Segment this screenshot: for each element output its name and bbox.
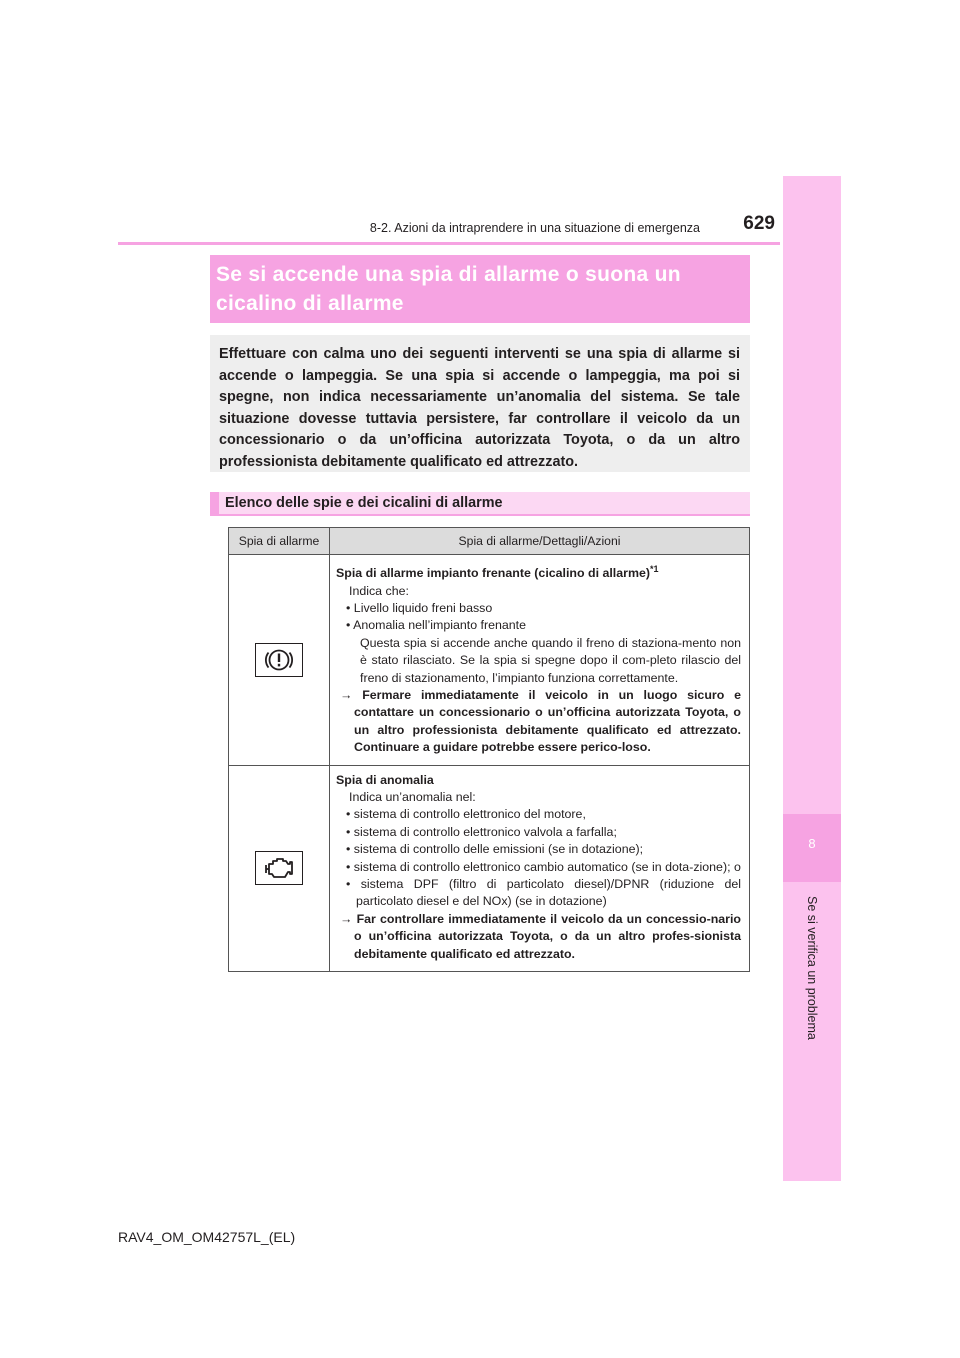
page-number: 629: [743, 213, 775, 234]
subsection-heading: [210, 492, 750, 516]
list-item: [336, 806, 741, 823]
intro-box: [210, 335, 750, 472]
table-row: [229, 555, 750, 766]
page-title: [216, 260, 746, 318]
bullet-icon: •: [346, 877, 351, 892]
bullet-icon: •: [346, 842, 351, 857]
bullet-icon: •: [346, 859, 351, 874]
list-item-text: Livello liquido freni basso: [353, 600, 493, 615]
list-item: [336, 824, 741, 841]
warning-lights-table: [228, 527, 750, 972]
table-header-details: Spia di allarme/Dettagli/Azioni: [330, 528, 750, 555]
bullet-icon: •: [346, 824, 351, 839]
row-title: Spia di anomalia: [336, 772, 434, 787]
list-item-text: sistema di controllo delle emissioni (se in dotazione);: [353, 842, 644, 857]
subsection-bar: [210, 492, 219, 516]
list-item-text: sistema di controllo elettronico valvola a farfalla;: [353, 824, 617, 839]
row-action-text: Far controllare immediatamente il veicolo da un concessio-nario o un’officina autorizzata Toyota, o da un altro profes-sionista debitamente qualificato ed attrezzato.: [354, 911, 741, 961]
brake-warning-icon: [255, 643, 303, 677]
engine-malfunction-icon: [255, 851, 303, 885]
row-note: Questa spia si accende anche quando il freno di staziona-mento non è stato rilasciato. Se la spia si spegne dopo il com-pleto rilascio del freno di stazionamento, l’impianto funziona correttamente.: [360, 635, 741, 685]
list-item-text: sistema DPF (filtro di particolato diesel)/DPNR (riduzione del particolato diesel e del NOx) (se in dotazione): [356, 877, 741, 909]
table-header-row: [229, 528, 750, 555]
page-title-box: [210, 255, 750, 323]
list-item-text: Anomalia nell’impianto frenante: [353, 618, 526, 633]
arrow-icon: →: [340, 687, 353, 702]
row-action-text: Fermare immediatamente il veicolo in un luogo sicuro e contattare un concessionario o un’officina autorizzata Toyota, o un altro professionista debitamente qualificato ed attrezzato. Continuare a guidare potrebbe essere perico-loso.: [354, 687, 741, 755]
row-action: [336, 687, 741, 757]
table-row: [229, 765, 750, 971]
chapter-label: Se si verifica un problema: [805, 896, 819, 1040]
table-cell-details: [330, 765, 750, 971]
list-item: [336, 841, 741, 858]
arrow-icon: →: [340, 911, 353, 926]
document-code: RAV4_OM_OM42757L_(EL): [118, 1229, 296, 1245]
chapter-side-tab: [783, 176, 841, 1181]
list-item: [336, 876, 741, 911]
page-title-line2: cicalino di allarme: [216, 292, 404, 315]
row-intro: Indica un’anomalia nel:: [349, 790, 476, 804]
table-cell-icon: [229, 765, 330, 971]
subsection-rule: [219, 514, 750, 516]
section-title: 8-2. Azioni da intraprendere in una situazione di emergenza: [369, 221, 700, 235]
table-cell-icon: [229, 555, 330, 766]
list-item: [336, 617, 741, 634]
list-item-text: sistema di controllo elettronico del motore,: [353, 807, 586, 822]
table-header-light: Spia di allarme: [229, 528, 330, 555]
list-item-text: sistema di controllo elettronico cambio automatico (se in dota-zione); o: [353, 859, 741, 874]
row-title-text: Spia di allarme impianto frenante (cicalino di allarme): [336, 566, 650, 581]
intro-text: Effettuare con calma uno dei seguenti interventi se una spia di allarme si accende o lampeggia. Se una spia si accende o lampeggia, ma poi si spegne, non indica necessariamente un’anomalia del sistema. Se tale situazione dovesse tuttavia persistere, far controllare il veicolo da un concessionario o da un’officina autorizzata Toyota, o da un altro professionista debitamente qualificato ed attrezzato.: [219, 346, 740, 470]
table-cell-details: [330, 555, 750, 766]
page-title-line1: Se si accende una spia di allarme o suona un: [216, 263, 681, 286]
chapter-number: 8: [783, 814, 841, 882]
subsection-title: Elenco delle spie e dei cicalini di allarme: [225, 495, 503, 511]
header-rule: [118, 242, 780, 245]
bullet-icon: •: [346, 618, 351, 633]
list-item: [336, 600, 741, 617]
list-item: [336, 859, 741, 876]
row-intro: Indica che:: [349, 583, 409, 598]
bullet-icon: •: [346, 807, 351, 822]
row-action: [336, 911, 741, 963]
bullet-icon: •: [346, 600, 351, 615]
row-title: [336, 561, 741, 583]
footnote-mark: *1: [649, 564, 659, 574]
